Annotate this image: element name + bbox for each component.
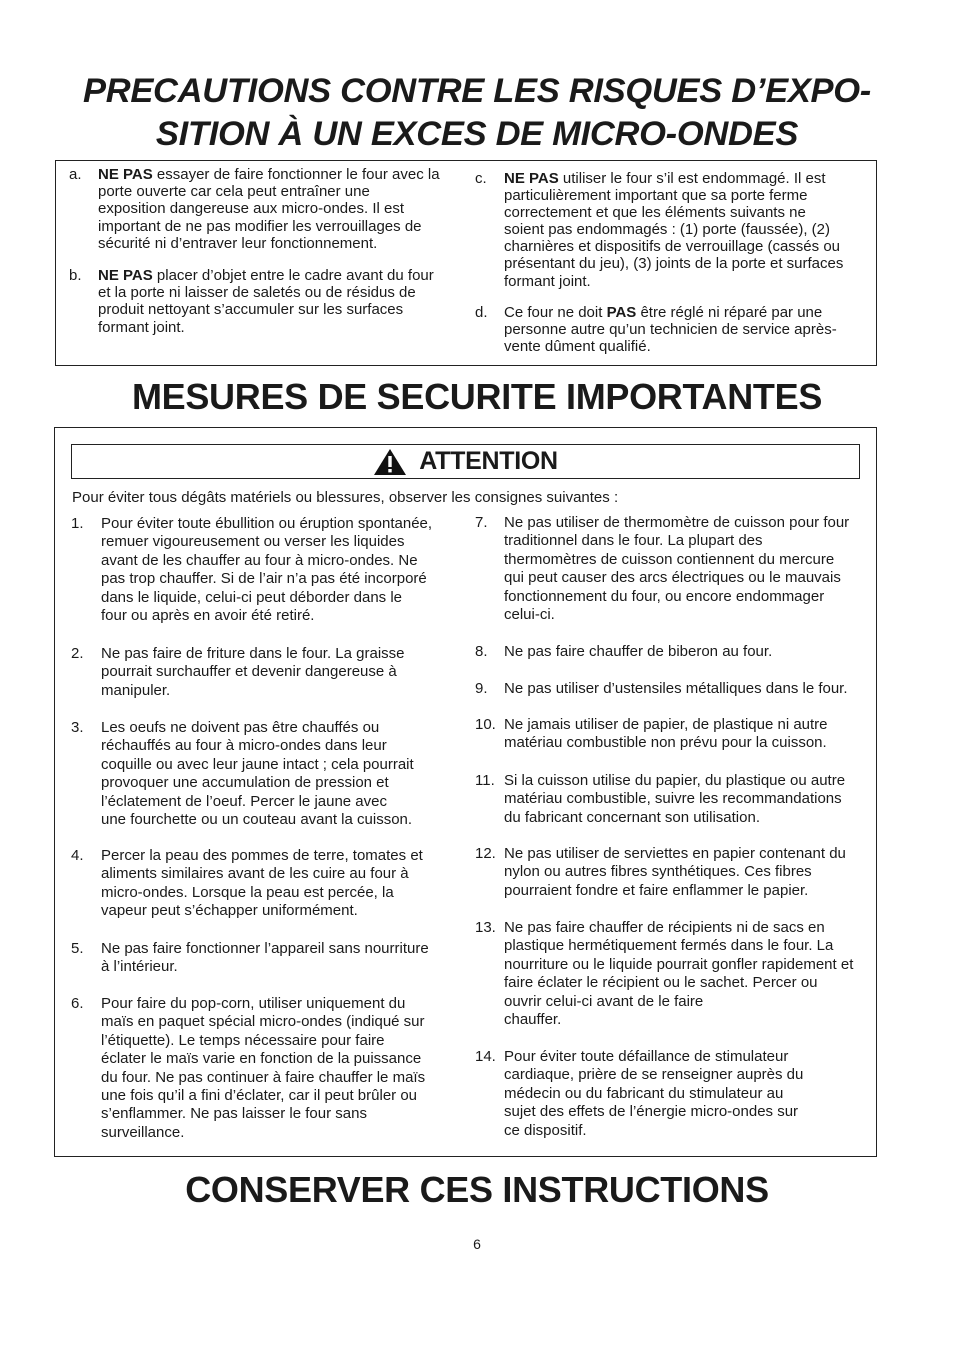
safety-item-line: médecin ou du fabricant du stimulateur au [504, 1084, 784, 1102]
precaution-line: important de ne pas modifier les verrouillages de [98, 217, 422, 235]
page-title-line-2: SITION À UN EXCES DE MICRO-ONDES [155, 115, 799, 153]
precaution-rest: placer d’objet entre le cadre avant du four [152, 267, 434, 284]
safety-item-line: l’éclatement de l’oeuf. Percer le jaune avec [101, 792, 387, 810]
safety-item-line: ce dispositif. [504, 1121, 587, 1139]
safety-item-line: fonctionnement du four, ou encore endommager [504, 587, 825, 605]
precaution-line [98, 267, 434, 284]
safety-item-line: Pour éviter toute ébullition ou éruption spontanée, [101, 515, 433, 532]
safety-item-line: faire éclater le récipient ou le sachet. Percer ou [504, 974, 818, 992]
safety-item-number: 14. [475, 1048, 496, 1065]
safety-item-line: surveillance. [101, 1123, 185, 1141]
safety-item-line: Ne pas faire chauffer de récipients ni de sacs en [504, 919, 825, 936]
precaution-rest: utiliser le four s’il est endommagé. Il est [558, 170, 826, 187]
safety-item-line: manipuler. [101, 681, 171, 699]
precaution-bold: NE PAS [98, 267, 153, 284]
safety-item-line: Ne jamais utiliser de papier, de plastique ni autre [504, 716, 828, 733]
safety-item-line: Ne pas faire de friture dans le four. La graisse [101, 645, 405, 662]
precaution-bold: PAS [606, 304, 637, 321]
safety-item-text [101, 719, 414, 829]
safety-item-line: dans le liquide, celui-ci peut déborder dans le [101, 588, 403, 606]
safety-item-number: 13. [475, 919, 496, 936]
precaution-line: sécurité ni d’entraver leur fonctionnement. [98, 234, 378, 252]
precaution-line: présentant du jeu), (3) joints de la porte et surfaces [504, 255, 844, 273]
precaution-line [504, 170, 843, 187]
safety-item-line: du fabricant concernant son utilisation. [504, 808, 760, 826]
precaution-line: formant joint. [504, 272, 591, 290]
safety-item-text [101, 847, 423, 921]
precaution-pre: Ce four ne doit [504, 304, 607, 321]
precaution-line: personne autre qu’un technicien de service après- [504, 321, 837, 339]
safety-item-line: l’étiquette). Le temps nécessaire pour faire [101, 1031, 385, 1049]
safety-item-line: cardiaque, prière de se renseigner auprès du [504, 1066, 804, 1084]
precaution-line: exposition dangereuse aux micro-ondes. Il est [98, 200, 405, 218]
safety-item-text [504, 1048, 803, 1140]
safety-item-line: Si la cuisson utilise du papier, du plastique ou autre [504, 772, 846, 789]
page-title [40, 70, 914, 156]
safety-item-line: Ne pas faire chauffer de biberon au four. [504, 643, 773, 660]
precaution-line: soient pas endommagés : (1) porte (faussée), (2) [504, 221, 830, 239]
safety-intro: Pour éviter tous dégâts matériels ou blessures, observer les consignes suivantes : [72, 489, 619, 506]
safety-item-line: four ou après en avoir été retiré. [101, 607, 315, 625]
safety-item-number: 11. [475, 772, 495, 789]
safety-item-text [101, 645, 405, 700]
safety-item-line: une fois qu’il a fini d’éclater, car il peut brûler ou [101, 1087, 418, 1105]
safety-item-line: du four. Ne pas continuer à faire chauffer le maïs [101, 1068, 426, 1086]
safety-item-line: Percer la peau des pommes de terre, tomates et [101, 847, 423, 864]
safety-item-line: sujet des effets de l’énergie micro-ondes sur [504, 1103, 799, 1121]
safety-item-line: coquille ou avec leur jaune intact ; cela pourrait [101, 755, 414, 773]
precaution-letter: b. [69, 267, 82, 284]
safety-item-text [101, 995, 425, 1142]
precaution-rest: essayer de faire fonctionner le four avec la [152, 166, 440, 183]
safety-item-number: 12. [475, 845, 496, 862]
precaution-line [98, 166, 440, 183]
safety-item-text [504, 772, 845, 827]
safety-item-number: 1. [71, 515, 84, 532]
safety-item-text [101, 940, 429, 977]
precaution-bold: NE PAS [98, 166, 153, 183]
safety-item-line: Pour faire du pop-corn, utiliser uniquement du [101, 995, 406, 1012]
safety-item-number: 7. [475, 514, 488, 531]
precaution-line [504, 304, 837, 321]
page-number: 6 [473, 1236, 481, 1252]
footer-title: CONSERVER CES INSTRUCTIONS [185, 1169, 769, 1210]
safety-item-line: traditionnel dans le four. La plupart des [504, 532, 763, 550]
safety-item-line: Pour éviter toute défaillance de stimulateur [504, 1048, 789, 1065]
safety-item-line: thermomètres de cuisson contiennent du mercure [504, 550, 835, 568]
safety-item-line: Ne pas faire fonctionner l’appareil sans nourriture [101, 940, 429, 957]
precaution-line: porte ouverte car cela peut entraîner une [98, 183, 370, 201]
safety-item-line: matériau combustible non prévu pour la cuisson. [504, 734, 827, 752]
safety-item-line: ouvrir celui-ci avant de le faire [504, 992, 704, 1010]
safety-item-text [504, 514, 849, 624]
safety-item-line: chauffer. [504, 1011, 562, 1029]
precaution-rest: être réglé ni réparé par une [636, 304, 823, 321]
safety-item-line: matériau combustible, suivre les recommandations [504, 790, 842, 808]
safety-item-line: éclater le maïs varie en fonction de la puissance [101, 1050, 422, 1068]
safety-item-line: Ne pas utiliser de serviettes en papier contenant du [504, 845, 846, 862]
precaution-line: vente dûment qualifié. [504, 338, 651, 356]
safety-item-line: pourraient fondre et faire enflammer le papier. [504, 881, 809, 899]
precaution-text [98, 166, 440, 252]
precaution-line: et la porte ni laisser de saletés ou de résidus de [98, 284, 416, 302]
safety-item-text [101, 515, 432, 625]
precaution-letter: d. [475, 304, 488, 321]
safety-item-line: micro-ondes. Lorsque la peau est percée, la [101, 883, 394, 901]
safety-item-number: 6. [71, 995, 84, 1012]
safety-item-text [504, 716, 828, 753]
attention-banner [71, 444, 860, 479]
safety-item-line: avant de les chauffer au four à micro-ondes. Ne [101, 551, 418, 569]
precaution-line: formant joint. [98, 318, 185, 336]
safety-item-number: 4. [71, 847, 84, 864]
precaution-text [504, 170, 843, 290]
precaution-line: correctement et que les éléments suivants ne [504, 204, 806, 222]
safety-item-line: Ne pas utiliser d’ustensiles métalliques dans le four. [504, 680, 848, 697]
precaution-line: particulièrement important que sa porte ferme [504, 187, 808, 205]
precaution-line: charnières et dispositifs de verrouillage (cassés ou [504, 238, 840, 256]
safety-item-line: nylon ou autres fibres synthétiques. Ces fibres [504, 863, 812, 881]
safety-item-text [504, 643, 772, 661]
precaution-bold: NE PAS [504, 170, 559, 187]
safety-item-line: à l’intérieur. [101, 958, 178, 976]
safety-item-number: 3. [71, 719, 84, 736]
safety-item-number: 9. [475, 680, 488, 697]
warning-triangle-icon [373, 448, 407, 476]
safety-item-line: nourriture ou le liquide pourrait gonfler rapidement et [504, 955, 854, 973]
safety-item-line: qui peut causer des arcs électriques ou le mauvais [504, 569, 841, 587]
safety-item-number: 8. [475, 643, 488, 660]
safety-item-line: pas trop chauffer. Si de l’air n’a pas été incorporé [101, 570, 427, 588]
safety-item-line: remuer vigoureusement ou verser les liquides [101, 533, 405, 551]
safety-item-line: aliments similaires avant de les cuire au four à [101, 865, 409, 883]
safety-item-line: une fourchette ou un couteau avant la cuisson. [101, 811, 413, 829]
safety-item-line: réchauffés au four à micro-ondes dans leur [101, 737, 387, 755]
safety-item-line: maïs en paquet spécial micro-ondes (indiqué sur [101, 1013, 425, 1031]
safety-item-text [504, 845, 846, 900]
safety-item-text [504, 680, 848, 698]
safety-item-number: 10. [475, 716, 496, 733]
safety-item-line: provoquer une accumulation de pression et [101, 774, 389, 792]
safety-section-title: MESURES DE SECURITE IMPORTANTES [131, 376, 823, 417]
page-title-line-1: PRECAUTIONS CONTRE LES RISQUES D’EXPO- [83, 72, 871, 110]
safety-item-line: Ne pas utiliser de thermomètre de cuisson pour four [504, 514, 850, 531]
safety-item-text [504, 919, 853, 1029]
precaution-letter: a. [69, 166, 82, 183]
safety-item-line: s’enflammer. Ne pas laisser le four sans [101, 1105, 367, 1123]
safety-item-line: Les oeufs ne doivent pas être chauffés ou [101, 719, 380, 736]
safety-item-number: 5. [71, 940, 84, 957]
precaution-text [98, 267, 434, 336]
safety-item-line: plastique hermétiquement fermés dans le four. La [504, 937, 834, 955]
precaution-line: produit nettoyant s’accumuler sur les surfaces [98, 301, 404, 319]
precaution-text [504, 304, 837, 355]
safety-item-line: celui-ci. [504, 606, 555, 624]
safety-item-line: pourrait surchauffer et devenir dangereuse à [101, 663, 397, 681]
safety-item-number: 2. [71, 645, 84, 662]
precaution-letter: c. [475, 170, 487, 187]
safety-item-line: vapeur peut s’échapper uniformément. [101, 902, 358, 920]
attention-label: ATTENTION [419, 447, 558, 475]
